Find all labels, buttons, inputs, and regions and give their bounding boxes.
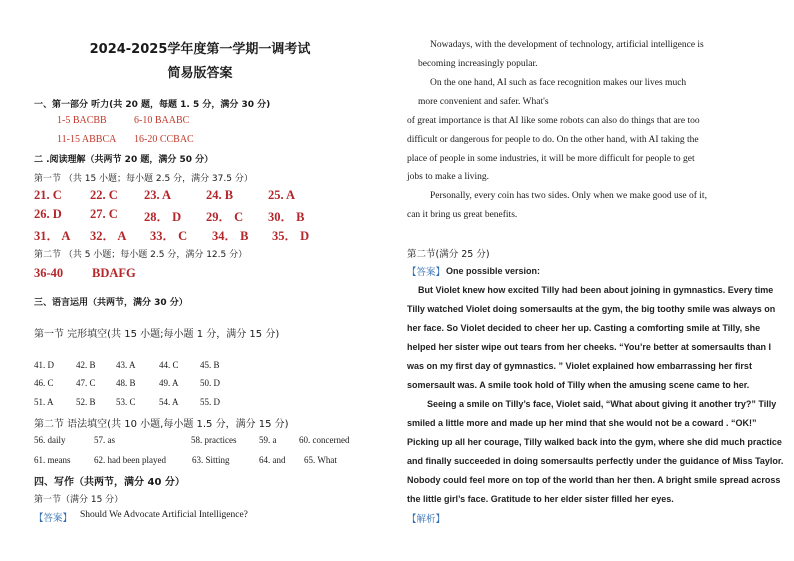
part4-sec2-heading: 第二节(满分 25 分) xyxy=(407,249,490,260)
part1-answer: 1-5 BACBB xyxy=(57,115,107,126)
essay2-line: But Violet knew how excited Tilly had been about joining in gymnastics. Every time xyxy=(418,285,774,295)
essay-line: Personally, every coin has two sides. Only when we make good use of it, xyxy=(430,191,707,201)
essay2-line: helped her sister wipe out tears from her cheeks. “You’re better at somersaults than I xyxy=(407,342,771,352)
cloze-answer: 46. C xyxy=(34,378,54,388)
reading-sec2-range: 36-40 xyxy=(34,266,64,280)
cloze-answer: 52. B xyxy=(76,397,96,407)
cloze-answer: 49. A xyxy=(159,378,179,388)
essay-line: can it bring us great benefits. xyxy=(407,210,518,220)
essay-line: jobs to make a living. xyxy=(407,172,490,182)
cloze-answer: 43. A xyxy=(116,360,136,370)
reading-answer: 30． B xyxy=(268,210,305,224)
part3-sec2-heading: 第二节 语法填空(共 10 小题,每小题 1.5 分，满分 15 分) xyxy=(34,419,289,430)
essay2-line: the little girl’s face. Gratitude to her elder sister filled her eyes. xyxy=(407,494,674,504)
reading-answer: 28． D xyxy=(144,210,182,224)
grammar-answer: 61. means xyxy=(34,455,71,465)
reading-answer: 32． A xyxy=(90,229,127,243)
essay-line: On the one hand, AI such as face recognition makes our lives much xyxy=(430,78,687,88)
part3-sec1-heading: 第一节 完形填空(共 15 小题;每小题 1 分，满分 15 分) xyxy=(34,329,280,340)
essay-line: place of people in some industries, it will be more difficult for people to get xyxy=(407,154,695,164)
essay-line: difficult or dangerous for people to do. On the other hand, with AI taking the xyxy=(407,135,699,145)
cloze-answer: 50. D xyxy=(200,378,220,388)
reading-answer: 24. B xyxy=(206,188,234,202)
reading-answer: 34． B xyxy=(212,229,249,243)
reading-sec2-answer: BDAFG xyxy=(92,266,136,280)
page-title: 2024-2025学年度第一学期一调考试 xyxy=(89,42,311,57)
analysis-tag: 【解析】 xyxy=(407,514,446,525)
essay2-line: Seeing a smile on Tilly’s face, Violet said, “What about giving it another try?” Tilly xyxy=(427,399,777,409)
part1-heading: 一、第一部分 听力(共 20 题，每题 1. 5 分，满分 30 分) xyxy=(34,100,271,110)
grammar-answer: 62. had been played xyxy=(94,455,166,465)
essay2-line: Tilly watched Violet doing somersaults at the gym, the big toothy smile was always on xyxy=(407,304,776,314)
answer-tag: 【答案】 xyxy=(407,267,446,278)
part2-heading: 二 .阅读理解（共两节 20 题，满分 50 分） xyxy=(34,155,214,165)
answer-tag: 【答案】 xyxy=(34,513,73,524)
reading-answer: 21. C xyxy=(34,188,62,202)
essay-title: Should We Advocate Artificial Intelligence? xyxy=(80,510,248,520)
grammar-answer: 57. as xyxy=(94,435,115,445)
essay2-line: Nobody could feel more on top of the world than her then. A bright smile spread across xyxy=(407,475,781,485)
part4-heading: 四、写作（共两节，满分 40 分） xyxy=(34,477,185,488)
cloze-answer: 55. D xyxy=(200,397,220,407)
reading-answer: 26. D xyxy=(34,207,62,221)
essay2-line: smiled a little more and made up her mind that she would not be a coward . “OK!” xyxy=(407,418,757,428)
essay2-line: and finally succeeded in doing somersaults perfectly under the guidance of Miss Taylor. xyxy=(407,456,784,466)
part1-answer: 16-20 CCBAC xyxy=(134,134,194,145)
page-subtitle: 简易版答案 xyxy=(167,66,233,81)
reading-answer: 33． C xyxy=(150,229,188,243)
cloze-answer: 54. A xyxy=(159,397,179,407)
grammar-answer: 59. a xyxy=(259,435,277,445)
part2-sec1-heading: 第一节 （共 15 小题；每小题 2.5 分，满分 37.5 分） xyxy=(34,174,253,184)
reading-answer: 23. A xyxy=(144,188,172,202)
part3-heading: 三、语言运用（共两节，满分 30 分） xyxy=(34,298,188,308)
part1-answer: 11-15 ABBCA xyxy=(57,134,117,145)
grammar-answer: 64. and xyxy=(259,455,286,465)
essay-line: more convenient and safer. What's xyxy=(418,97,549,107)
part4-sec1-heading: 第一节（满分 15 分） xyxy=(34,495,124,505)
cloze-answer: 51. A xyxy=(34,397,54,407)
grammar-answer: 58. practices xyxy=(191,435,237,445)
cloze-answer: 48. B xyxy=(116,378,136,388)
grammar-answer: 63. Sitting xyxy=(192,455,230,465)
part2-sec2-heading: 第二节 （共 5 小题；每小题 2.5 分，满分 12.5 分） xyxy=(34,250,248,260)
essay-line: of great importance is that AI like some robots can also do things that are too xyxy=(407,116,700,126)
reading-answer: 31． A xyxy=(34,229,71,243)
reading-answer: 35． D xyxy=(272,229,310,243)
essay2-line: was on my first day of gymnastics. ” Violet explained how embarrassing her first xyxy=(407,361,752,371)
grammar-answer: 56. daily xyxy=(34,435,66,445)
grammar-answer: 60. concerned xyxy=(299,435,350,445)
cloze-answer: 53. C xyxy=(116,397,136,407)
cloze-answer: 45. B xyxy=(200,360,220,370)
essay-line: becoming increasingly popular. xyxy=(418,59,538,69)
reading-answer: 25. A xyxy=(268,188,296,202)
essay-line: Nowadays, with the development of technology, artificial intelligence is xyxy=(430,40,704,50)
cloze-answer: 42. B xyxy=(76,360,96,370)
essay2-line: somersault was. A smile took hold of Tilly when the amusing scene came to her. xyxy=(407,380,750,390)
reading-answer: 27. C xyxy=(90,207,118,221)
essay2-line: her face. So Violet decided to cheer her up. Casting a comforting smile at Tilly, she xyxy=(407,323,761,333)
essay2-line: Picking up all her courage, Tilly walked back into the gym, where she did much practice xyxy=(407,437,782,447)
reading-answer: 29． C xyxy=(206,210,244,224)
answer-version-label: One possible version: xyxy=(446,266,541,276)
cloze-answer: 44. C xyxy=(159,360,179,370)
part1-answer: 6-10 BAABC xyxy=(134,115,190,126)
reading-answer: 22. C xyxy=(90,188,118,202)
cloze-answer: 47. C xyxy=(76,378,96,388)
grammar-answer: 65. What xyxy=(304,455,337,465)
cloze-answer: 41. D xyxy=(34,360,54,370)
